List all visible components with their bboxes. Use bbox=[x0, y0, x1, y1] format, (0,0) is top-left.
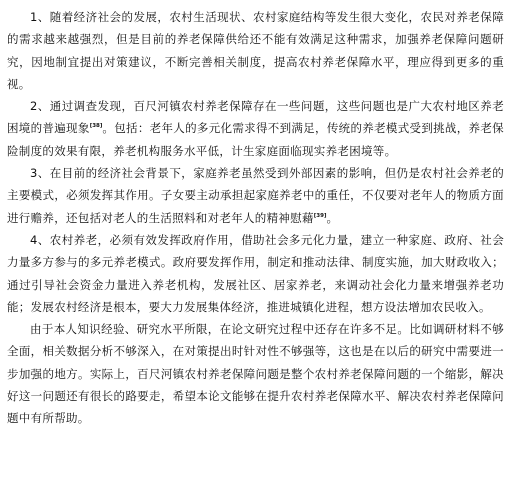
paragraph-2-text: 2、通过调查发现，百尺河镇农村养老保障存在一些问题，这些问题也是广大农村地区养老困境的普遍现象 bbox=[7, 99, 504, 136]
paragraph-3-text-after: 。 bbox=[326, 210, 339, 225]
citation-39: [39] bbox=[313, 212, 327, 219]
paragraph-4 bbox=[7, 229, 504, 318]
paragraph-1-text: 1、随着经济社会的发展，农村生活现状、农村家庭结构等发生很大变化，农民对养老保障的需求越来越强烈，但是目前的养老保障供给还不能有效满足这种需求，加强养老保障问题研究，因地制宜提出对策建议，不断完善相关制度，提高农村养老保障水平，理应得到更多的重视。 bbox=[7, 10, 504, 91]
paragraph-3-text: 3、在目前的经济社会背景下，家庭养老虽然受到外部因素的影响，但仍是农村社会养老的主要模式，必须发挥其作用。子女要主动承担起家庭养老中的重任，不仅要对老年人的物质方面进行赡养，还包括对老人的生活照料和对老年人的精神慰藉 bbox=[7, 166, 504, 225]
paragraph-4-text: 4、农村养老，必须有效发挥政府作用，借助社会多元化力量，建立一种家庭、政府、社会力量多方参与的多元养老模式。政府要发挥作用，制定和推动法律、制度实施，加大财政收入；通过引导社会资金力量进入养老机构，发展社区、居家养老，来调动社会化力量来增强养老功能；发展农村经济是根本，要大力发展集体经济，推进城镇化进程，想方设法增加农民收入。 bbox=[7, 232, 504, 314]
paragraph-2 bbox=[7, 95, 504, 162]
paragraph-2-text-after: 。包括：老年人的多元化需求得不到满足，传统的养老模式受到挑战，养老保险制度的效果有限，养老机构服务水平低，计生家庭面临现实养老困境等。 bbox=[7, 121, 504, 158]
citation-38: [38] bbox=[89, 123, 103, 130]
paragraph-3 bbox=[7, 162, 504, 229]
paragraph-5-text: 由于本人知识经验、研究水平所限，在论文研究过程中还存在许多不足。比如调研材料不够全面，相关数据分析不够深入，在对策提出时针对性不够强等，这也是在以后的研究中需要进一步加强的地方。实际上，百尺河镇农村养老保障问题是整个农村养老保障问题的一个缩影，解决好这一问题还有很长的路要走，希望本论文能够在提升农村养老保障水平、解决农村养老保障问题中有所帮助。 bbox=[7, 322, 504, 426]
paragraph-1 bbox=[7, 6, 504, 95]
paragraph-5 bbox=[7, 318, 504, 429]
